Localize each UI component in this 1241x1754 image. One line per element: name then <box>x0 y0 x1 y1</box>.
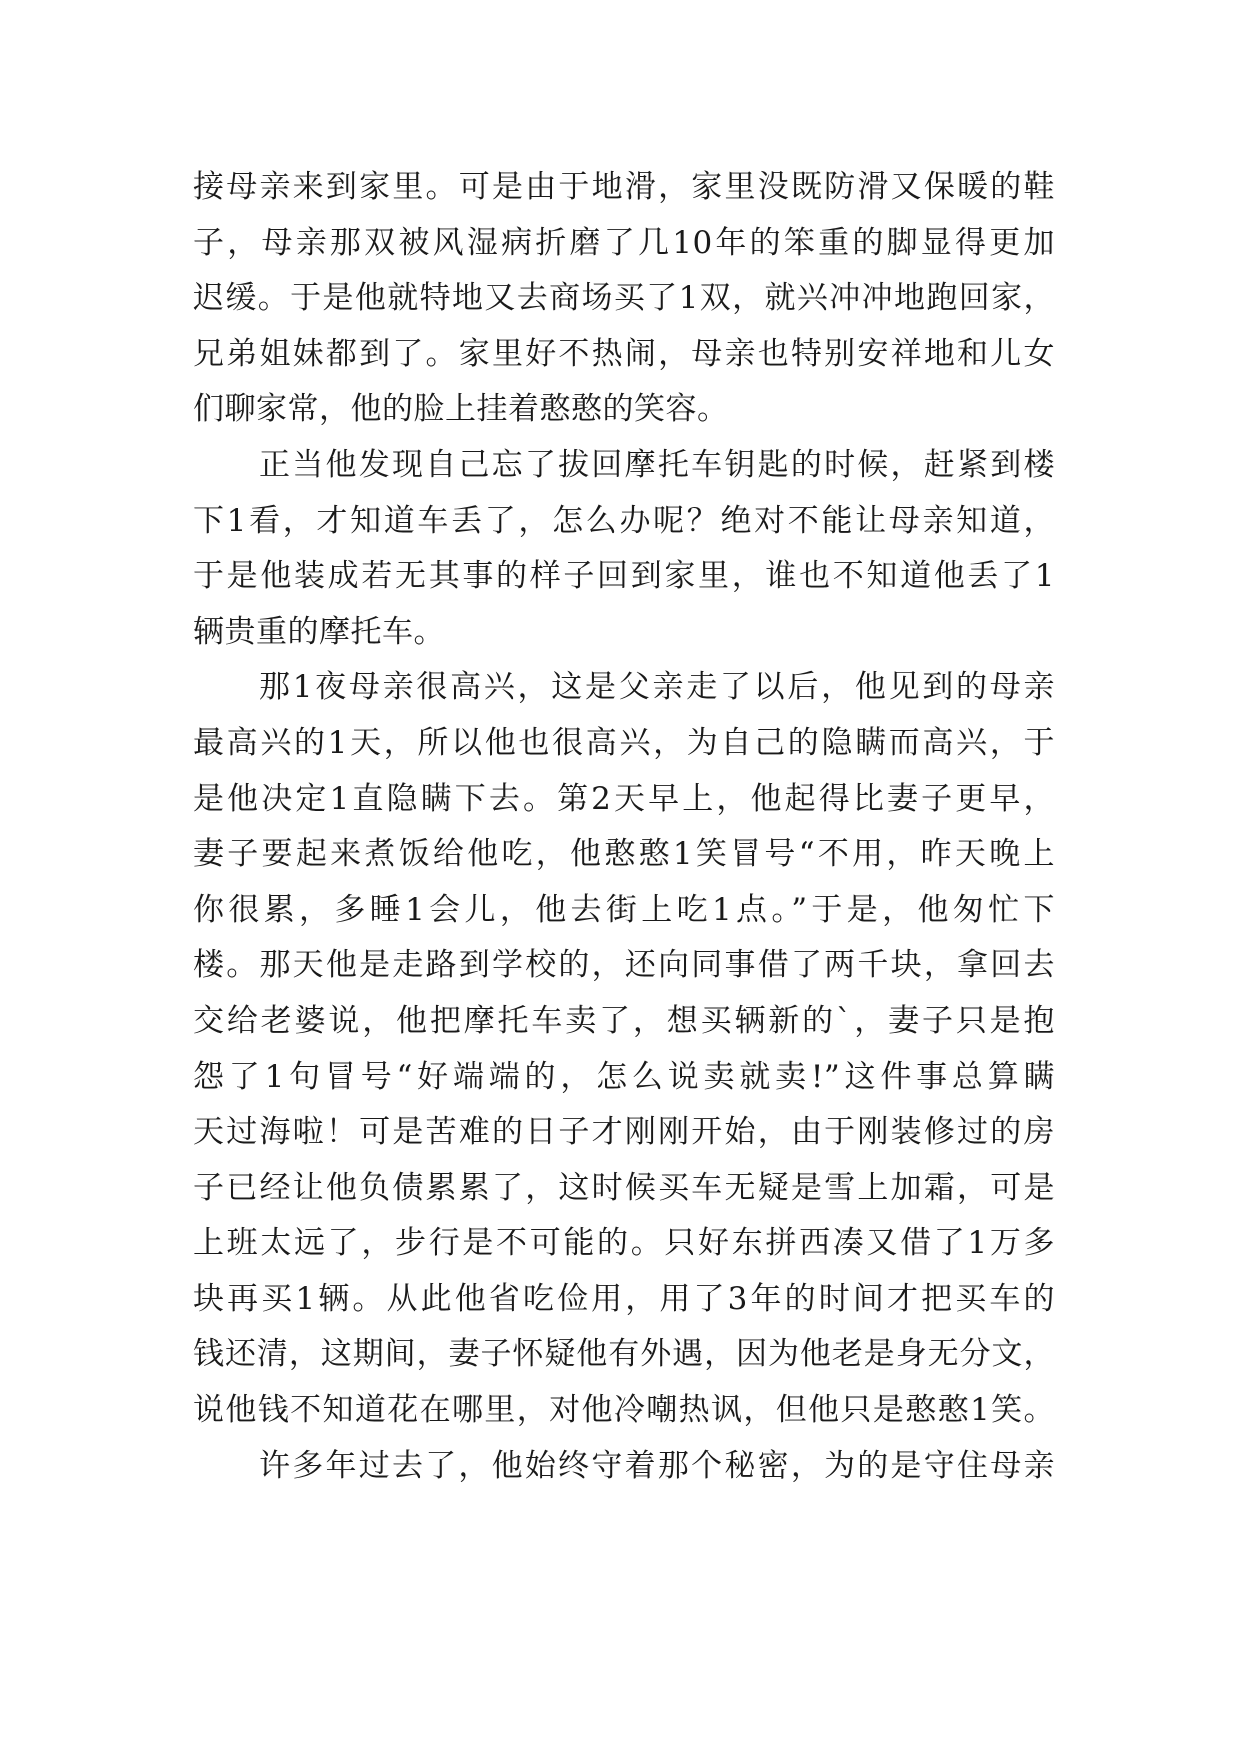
text-line: 妻子要起来煮饭给他吃，他憨憨1笑冒号“不用，昨天晚上 <box>193 836 1055 873</box>
body-text <box>193 160 1055 1494</box>
text-line: 下1看，才知道车丢了，怎么办呢？绝对不能让母亲知道， <box>193 502 1055 539</box>
text-line: 于是他装成若无其事的样子回到家里，谁也不知道他丢了1 <box>193 558 1055 595</box>
text-line: 那1夜母亲很高兴，这是父亲走了以后，他见到的母亲 <box>259 669 1055 706</box>
text-line: 你很累，多睡1会儿，他去街上吃1点。”于是，他匆忙下 <box>193 891 1055 928</box>
text-line: 楼。那天他是走路到学校的，还向同事借了两千块，拿回去 <box>193 947 1055 984</box>
text-line: 说他钱不知道花在哪里，对他冷嘲热讽，但他只是憨憨1笑。 <box>193 1392 1055 1429</box>
text-line: 正当他发现自己忘了拔回摩托车钥匙的时候，赶紧到楼 <box>259 446 1055 483</box>
text-line: 块再买1辆。从此他省吃俭用，用了3年的时间才把买车的 <box>193 1280 1055 1317</box>
text-line: 上班太远了，步行是不可能的。只好东拼西凑又借了1万多 <box>193 1225 1055 1262</box>
text-line: 接母亲来到家里。可是由于地滑，家里没既防滑又保暖的鞋 <box>193 169 1055 205</box>
text-line: 迟缓。于是他就特地又去商场买了1双，就兴冲冲地跑回家， <box>193 280 1055 317</box>
text-line: 交给老婆说，他把摩托车卖了，想买辆新的`，妻子只是抱 <box>193 1002 1055 1039</box>
text-line: 是他决定1直隐瞒下去。第2天早上，他起得比妻子更早， <box>193 780 1055 817</box>
text-line: 许多年过去了，他始终守着那个秘密，为的是守住母亲 <box>259 1447 1055 1484</box>
text-line: 子，母亲那双被风湿病折磨了几10年的笨重的脚显得更加 <box>193 224 1055 261</box>
text-line: 辆贵重的摩托车。 <box>193 613 445 650</box>
text-line: 最高兴的1天，所以他也很高兴，为自己的隐瞒而高兴，于 <box>193 724 1055 761</box>
text-line: 怨了1句冒号“好端端的，怎么说卖就卖!”这件事总算瞒 <box>193 1058 1055 1095</box>
text-line: 子已经让他负债累累了，这时候买车无疑是雪上加霜，可是 <box>193 1169 1055 1206</box>
text-line: 天过海啦！可是苦难的日子才刚刚开始，由于刚装修过的房 <box>193 1114 1055 1151</box>
text-line: 钱还清，这期间，妻子怀疑他有外遇，因为他老是身无分文， <box>193 1336 1055 1373</box>
text-line: 们聊家常，他的脸上挂着憨憨的笑容。 <box>193 391 729 428</box>
text-line: 兄弟姐妹都到了。家里好不热闹，母亲也特别安祥地和儿女 <box>193 335 1055 372</box>
